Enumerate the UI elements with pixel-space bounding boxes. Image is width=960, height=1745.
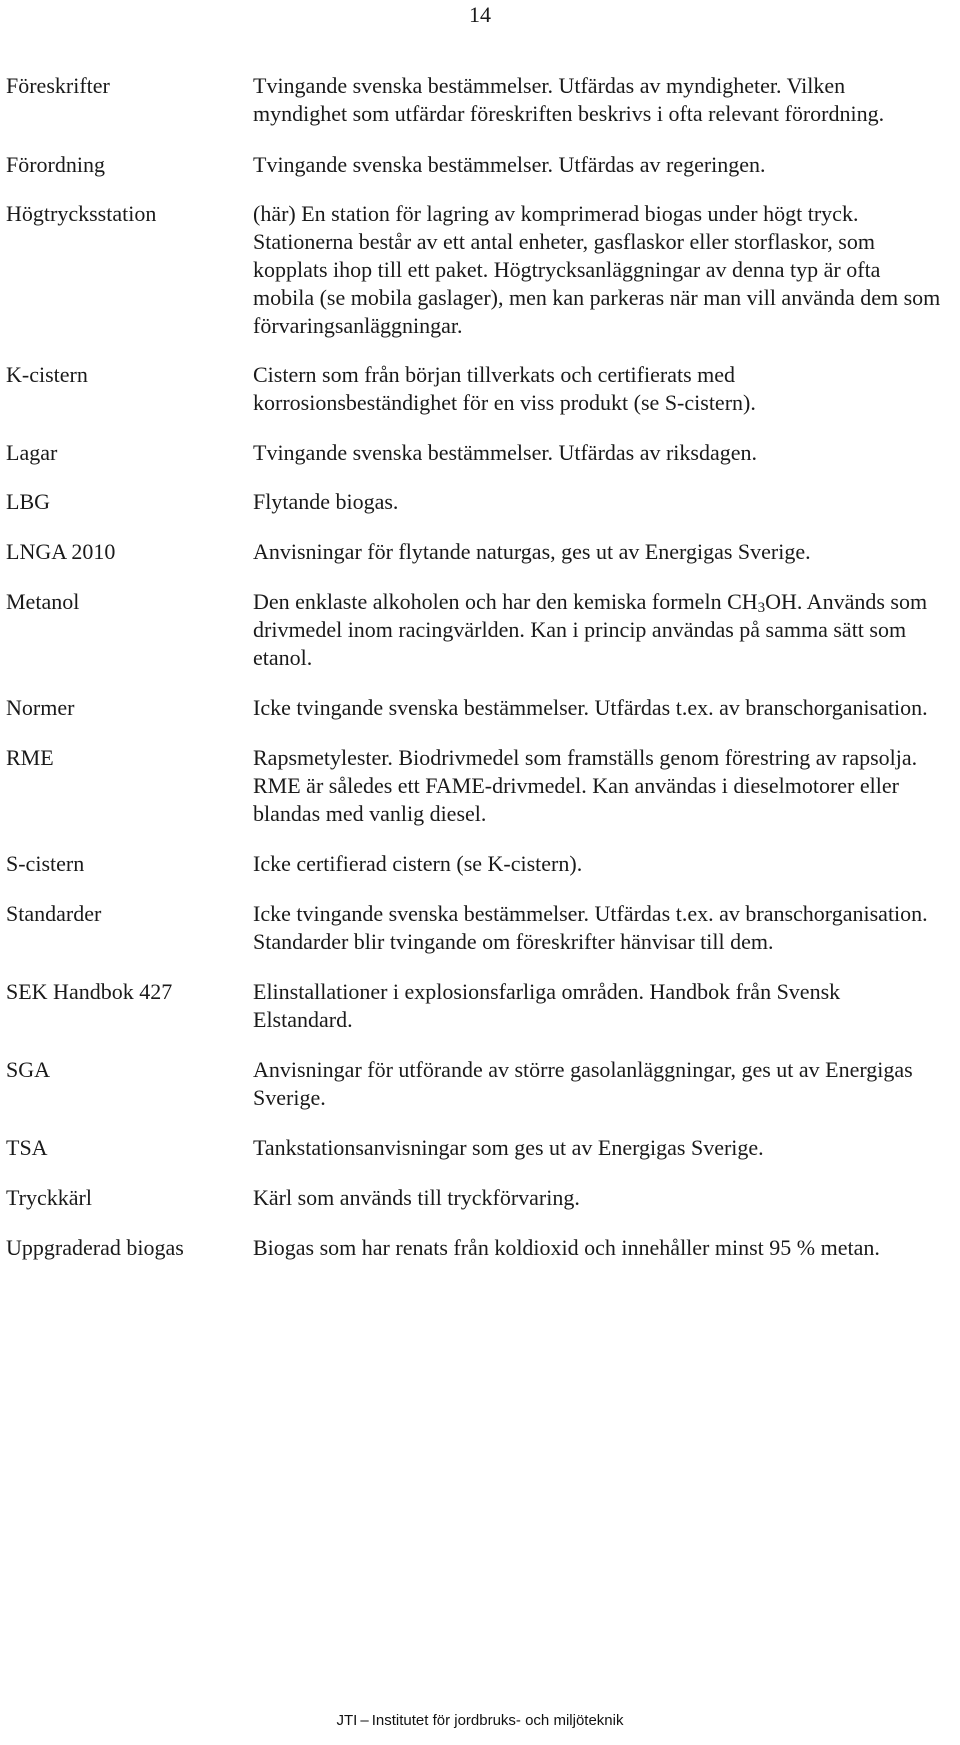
glossary-definition: Rapsmetylester. Biodrivmedel som framställs genom förestring av rapsolja. RME är således ett FAME-drivmedel. Kan användas i dieselmotorer eller blandas med vanlig diesel.	[253, 745, 918, 826]
definition-text-pre: Den enklaste alkoholen och har den kemiska formeln CH	[253, 589, 758, 614]
glossary-term: RME	[6, 745, 54, 770]
glossary-term: Metanol	[6, 589, 80, 614]
glossary-definition: Cistern som från början tillverkats och certifierats med korrosionsbeständighet för en viss produkt (se S-cistern).	[253, 362, 756, 415]
glossary-definition: (här) En station för lagring av komprimerad biogas under högt tryck. Stationerna består av ett antal enheter, gasflaskor eller storflaskor, som kopplats ihop till ett paket. Högtrycksanläggningar av denna typ är ofta mobila (se mobila gaslager), men kan parkeras när man vill använda dem som förvaringsanläggningar.	[253, 201, 941, 338]
glossary-term: K-cistern	[6, 362, 88, 387]
page-footer	[0, 1712, 960, 1730]
glossary-entry	[6, 978, 946, 1034]
glossary-entry	[6, 850, 946, 878]
glossary-entry	[6, 200, 946, 340]
glossary-term: SGA	[6, 1057, 51, 1082]
glossary-definition: Elinstallationer i explosionsfarliga områden. Handbok från Svensk Elstandard.	[253, 979, 841, 1032]
glossary-entry	[6, 439, 946, 467]
glossary-term: Högtrycksstation	[6, 201, 157, 226]
glossary-term: LNGA 2010	[6, 539, 116, 564]
glossary-entry	[6, 744, 946, 828]
glossary-list	[6, 72, 946, 1262]
glossary-term: TSA	[6, 1135, 48, 1160]
glossary-entry	[6, 72, 946, 128]
glossary-entry	[6, 538, 946, 566]
glossary-definition	[253, 588, 943, 672]
glossary-definition: Anvisningar för flytande naturgas, ges ut av Energigas Sverige.	[253, 539, 811, 564]
definition-text-post: OH. Används som drivmedel inom racingvärlden. Kan i princip användas på samma sätt som etanol.	[253, 589, 928, 670]
glossary-term: Föreskrifter	[6, 73, 110, 98]
glossary-definition: Tankstationsanvisningar som ges ut av Energigas Sverige.	[253, 1135, 764, 1160]
definition-subscript: 3	[757, 600, 766, 616]
glossary-entry	[6, 1184, 946, 1212]
glossary-term: Tryckkärl	[6, 1185, 92, 1210]
glossary-term: S-cistern	[6, 851, 85, 876]
glossary-entry	[6, 1134, 946, 1162]
glossary-term: Normer	[6, 695, 75, 720]
glossary-definition: Icke tvingande svenska bestämmelser. Utfärdas t.ex. av branschorganisation.	[253, 695, 928, 720]
glossary-definition: Tvingande svenska bestämmelser. Utfärdas av regeringen.	[253, 152, 766, 177]
glossary-term: Lagar	[6, 440, 58, 465]
glossary-entry	[6, 361, 946, 417]
glossary-entry	[6, 588, 946, 672]
glossary-definition: Tvingande svenska bestämmelser. Utfärdas av myndigheter. Vilken myndighet som utfärdar föreskriften beskrivs i ofta relevant förordning.	[253, 73, 885, 126]
glossary-definition: Biogas som har renats från koldioxid och innehåller minst 95 % metan.	[253, 1235, 880, 1260]
glossary-term: Uppgraderad biogas	[6, 1235, 184, 1260]
footer-abbreviation: JTI	[336, 1712, 358, 1729]
glossary-definition: Kärl som används till tryckförvaring.	[253, 1185, 580, 1210]
glossary-entry	[6, 900, 946, 956]
page-number: 14	[469, 2, 491, 27]
glossary-definition: Tvingande svenska bestämmelser. Utfärdas av riksdagen.	[253, 440, 758, 465]
glossary-entry	[6, 488, 946, 516]
glossary-definition: Flytande biogas.	[253, 489, 399, 514]
glossary-term: Förordning	[6, 152, 105, 177]
glossary-term: Standarder	[6, 901, 102, 926]
glossary-definition: Anvisningar för utförande av större gasolanläggningar, ges ut av Energigas Sverige.	[253, 1057, 913, 1110]
footer-institute-name: Institutet för jordbruks- och miljöteknik	[371, 1712, 624, 1729]
glossary-entry	[6, 694, 946, 722]
footer-separator: –	[360, 1712, 369, 1729]
glossary-entry	[6, 1056, 946, 1112]
glossary-term: LBG	[6, 489, 50, 514]
glossary-definition: Icke tvingande svenska bestämmelser. Utfärdas t.ex. av branschorganisation. Standarder blir tvingande om föreskrifter hänvisar till dem.	[253, 901, 928, 954]
glossary-entry	[6, 151, 946, 179]
glossary-entry	[6, 1234, 946, 1262]
glossary-term: SEK Handbok 427	[6, 979, 173, 1004]
glossary-definition: Icke certifierad cistern (se K-cistern).	[253, 851, 583, 876]
